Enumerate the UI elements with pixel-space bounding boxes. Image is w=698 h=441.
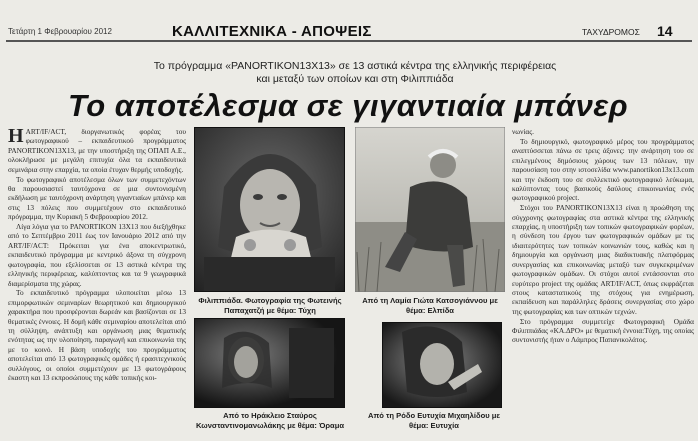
left-text-column (8, 127, 186, 441)
paragraph: Το δημιουργικό, φωτογραφικό μέρος του προγράμματος αναπτύσσεται πάνω σε τρεις άξονες: την ανάρτηση του σε επιλεγμένους δημόσιους χώρους των 13 πόλεων, την παρουσίαση του στην ιστοσελίδα www.panortikon13x13.com και την έκδοση του σε συλλεκτικό φωτογραφικό λεύκωμα, καλύπτοντας τους βασικούς δαύλους επικοινωνίας ενός φωτογραφικού project. (512, 136, 694, 203)
photo-caption: Από τη Λαμία Γιώτα Κατσογιάννου με θέμα: Ελπίδα (362, 296, 498, 315)
paragraph (8, 127, 186, 174)
issue-date: Τετάρτη 1 Φεβρουαρίου 2012 (8, 27, 112, 36)
newspaper-name: ΤΑΧΥΔΡΟΜΟΣ (582, 27, 640, 37)
photo-filippiada (194, 127, 345, 292)
paragraph: Στο πρόγραμμα συμμετείχε Φωτογραφική Ομάδα Φιλιππιάδας «ΚΑ.ΔΡΟ» με θεματική έννοια:Τύχη, της οποίας συντονιστής ήταν ο Λάμπρος Παπανικολάτος. (512, 316, 694, 345)
paragraph: νωνίας. (512, 127, 534, 136)
photo-heraklion (194, 318, 345, 408)
paragraph: Στόχοι του PANORTIKON13X13 είναι η προώθηση της σύγχρονης φωτογραφίας στα αστικά κέντρα της ελληνικής επαρχίας, η υποστήριξη των τοπικών φωτογραφικών φορέων, η σύνδεση του έργου των φωτογραφικών ομάδων με τις ιδιαιτερότητες των τοπικών κοινωνιών τους, καθώς και η δημιουργία και οργάνωση μιας διαδικτυακής πλατφόρμας συνεργασίας και επικοινωνίας μεταξύ των συγκεκριμένων φωτογραφικών ομάδων. Οι στόχοι αυτοί εντάσσονται στο ευρύτερο project της ομάδας ART/IF/ACT, όπως εκφράζεται στους καταστατικούς της στόχους για ενημέρωση, εκπαίδευση και παράλληλες δράσεις συνεργασίας στο χώρο της φωτογραφίας και των οπτικών τεχνών. (512, 203, 694, 316)
page-header (0, 0, 698, 38)
photo-caption: Από το Ηράκλειο Σταύρος Κωνσταντινομανωλάκης με θέμα: Όραμα (195, 411, 345, 430)
photo-caption: Φιλιππιάδα. Φωτογραφία της Φωτεινής Παπαχατζή με θέμα: Τύχη (198, 296, 342, 315)
photo-rhodes (382, 322, 502, 408)
photo-caption: Από τη Ρόδο Ευτυχία Μιχαηλίδου με θέμα: Ευτυχία (368, 411, 500, 430)
header-divider (6, 40, 692, 42)
page-number: 14 (657, 23, 673, 39)
paragraph: Το φωτογραφικό αποτέλεσμα όλων των συμμετεχόντων θα παρουσιαστεί ταυτόχρονα σε μια συντονισμένη εκδήλωση με ταυτόχρονη ανάρτηση γιγαντιαίων μπάνερ και στις 13 πόλεις που συμμετέχουν στο εκπαιδευτικό πρόγραμμα, την Κυριακή 5 Φεβρουαρίου 2012. (8, 174, 186, 222)
paragraph: Το εκπαιδευτικό πρόγραμμα υλοποιείται μέσω 13 επιμορφωτικών σεμιναρίων θεωρητικού και δημιουργικού χαρακτήρα που προσφέρονται δωρεάν και βασίζονται σε 13 θεματικές έννοιες. Η δομή κάθε σεμιναρίου αποτελείται από τη σύλληψη, ανάπτυξη και οργάνωση μιας θεματικής ενότητας ως την υλοποίηση, παραγωγή και επικοινωνία της με το κοινό. Η βάση υποδοχής του προγράμματος αποτελείται από 13 φωτογραφικές ομάδες ή ερασιτεχνικούς συλλόγους, οι οποίοι συμμετέχουν με 13 φωτογράφους έκαστη και 13 εκπροσώπους της κάθε τοπικής κοι- (8, 288, 186, 383)
article-headline: Το αποτέλεσμα σε γιγαντιαία μπάνερ (67, 88, 629, 123)
photo-lamia (355, 127, 505, 292)
article-subheadline: Το πρόγραμμα «PANORTIKON13X13» σε 13 αστικά κέντρα της ελληνικής περιφέρειας και μεταξύ των οποίων και στη Φιλιππιάδα (153, 60, 557, 85)
drop-cap: Η (8, 127, 24, 147)
right-text-column (512, 127, 694, 441)
section-title: ΚΑΛΛΙΤΕΧΝΙΚΑ - ΑΠΟΨΕΙΣ (172, 23, 372, 40)
paragraph: Λίγα λόγια για το PANORTIKON 13Χ13 που διεξήχθηκε από το Σεπτέμβριο 2011 έως τον Ιανουάριο 2012 από την ART/IF/ACT: Πρόκειται για ένα αποκεντρωτικό, εκπαιδευτικό πρόγραμμα με κεντρικό άξονα τη σύγχρονη φωτογραφία, που εξελίσσεται σε 13 αστικά κέντρα της ελληνικής περιφέρειας, καλύπτοντας και τα 9 γεωγραφικά διαμερίσματα της χώρας. (8, 222, 186, 288)
paragraph-text: ART/IF/ACT, διοργανωτικός φορέας του φωτογραφικού – εκπαιδευτικού προγράμματος PANORTIKON13X13, με την υποστήριξη της ΟΠΑΠ Α.Ε., ολοκλήρωσε με μεγάλη επιτυχία όλα τα εκπαιδευτικά σεμινάρια στην επαρχία, τα οποία έτυχαν θερμής υποδοχής. (8, 127, 186, 174)
